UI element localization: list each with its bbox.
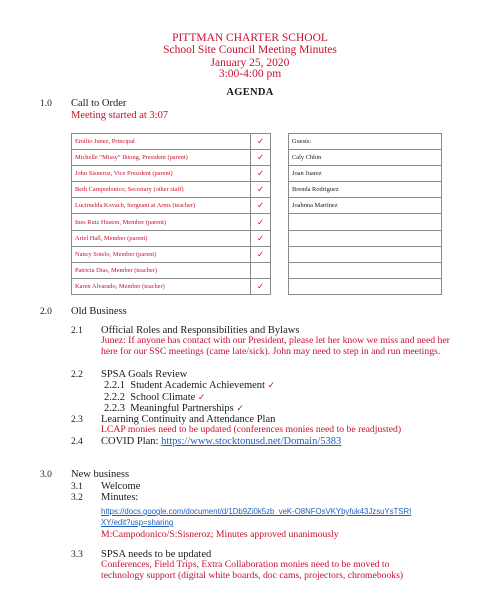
guests-header: Guests: xyxy=(289,134,442,150)
guest-row xyxy=(289,230,442,246)
present-cell xyxy=(251,246,271,262)
check-icon: ✓ xyxy=(256,232,265,243)
attendance-row xyxy=(72,214,271,230)
guest-row xyxy=(289,182,442,198)
guest-row xyxy=(289,166,442,182)
check-icon: ✓ xyxy=(256,184,265,195)
guest-name: Joan Juarez xyxy=(289,166,442,182)
check-icon: ✓ xyxy=(256,152,265,163)
covid-plan-link[interactable]: https://www.stocktonusd.net/Domain/5383 xyxy=(161,436,342,447)
check-icon: ✓ xyxy=(256,216,265,227)
guest-name: Brenda Rodriguez xyxy=(289,182,442,198)
item-number: 2.4 xyxy=(71,437,83,447)
present-cell xyxy=(251,262,271,278)
item-title: SPSA needs to be updated xyxy=(101,549,212,560)
member-name: Nancy Sotelo, Member (parent) xyxy=(72,246,251,262)
item-number: 2.1 xyxy=(71,326,83,336)
lcap-note: LCAP monies need to be updated (conferences monies need to be readjusted) xyxy=(101,424,402,435)
attendance-row xyxy=(72,246,271,262)
attendance-row xyxy=(72,198,271,214)
minutes-link-continued[interactable]: XY/edit?usp=sharing xyxy=(101,518,174,527)
goal-number: 2.2.3 xyxy=(104,403,125,414)
check-icon: ✓ xyxy=(197,392,206,402)
guest-row xyxy=(289,246,442,262)
goal-label: Student Academic Achievement xyxy=(130,380,265,391)
minutes-note: M:Campodonico/S:Sisneroz; Minutes approved unanimously xyxy=(101,529,339,540)
item-number: 2.3 xyxy=(71,415,83,425)
present-cell xyxy=(251,150,271,166)
member-name: Karen Alvarado, Member (teacher) xyxy=(72,278,251,294)
guest-row xyxy=(289,262,442,278)
attendance-row xyxy=(72,182,271,198)
goal-row xyxy=(104,392,205,403)
member-name: Michelle “Missy” Ihiong, President (parent) xyxy=(72,150,251,166)
meeting-time: 3:00-4:00 pm xyxy=(218,68,282,80)
item-title: Official Roles and Responsibilities and Bylaws xyxy=(101,325,300,336)
guest-name xyxy=(289,278,442,294)
minutes-link[interactable]: https://docs.google.com/document/d/1Db9Zi0k5zb_veK-O8NFOsVKYbyfuk43JzsuYsTSRI xyxy=(101,507,412,516)
guest-row xyxy=(289,150,442,166)
check-icon: ✓ xyxy=(267,380,276,390)
present-cell xyxy=(251,214,271,230)
section-title: Call to Order xyxy=(71,98,127,109)
item-number: 3.3 xyxy=(71,550,83,560)
covid-plan-row xyxy=(101,436,341,447)
item-number: 3.2 xyxy=(71,493,83,503)
agenda-title: AGENDA xyxy=(226,87,274,98)
goal-number: 2.2.2 xyxy=(104,392,125,403)
attendance-table xyxy=(71,133,271,295)
item-number: 3.1 xyxy=(71,482,83,492)
attendance-row xyxy=(72,150,271,166)
present-cell xyxy=(251,230,271,246)
attendance-row xyxy=(72,278,271,294)
check-icon: ✓ xyxy=(256,248,265,259)
attendance-row xyxy=(72,230,271,246)
present-cell xyxy=(251,134,271,150)
item-number: 2.2 xyxy=(71,370,83,380)
present-cell xyxy=(251,166,271,182)
guest-name xyxy=(289,230,442,246)
member-name: Lucimelda Kovach, Sergeant at Arms (teacher) xyxy=(72,198,251,214)
meeting-date: January 25, 2020 xyxy=(210,57,290,69)
guest-row xyxy=(289,198,442,214)
item-title: Minutes: xyxy=(101,492,139,503)
guest-row xyxy=(289,134,442,150)
check-icon: ✓ xyxy=(256,280,265,291)
present-cell xyxy=(251,198,271,214)
member-name: Ariel Hall, Member (parent) xyxy=(72,230,251,246)
goal-row xyxy=(104,380,275,391)
section-number: 1.0 xyxy=(40,99,52,109)
guest-name xyxy=(289,262,442,278)
section-title: New business xyxy=(71,469,130,480)
section-number: 2.0 xyxy=(40,307,52,317)
section-title: Old Business xyxy=(71,306,127,317)
goal-label: School Climate xyxy=(130,392,196,403)
section-number: 3.0 xyxy=(40,470,52,480)
present-cell xyxy=(251,182,271,198)
check-icon: ✓ xyxy=(256,200,265,211)
present-cell xyxy=(251,278,271,294)
meeting-title: School Site Council Meeting Minutes xyxy=(163,44,337,56)
member-name: Ines Ruiz Huston, Member (parent) xyxy=(72,214,251,230)
attendance-row xyxy=(72,166,271,182)
item-title: SPSA Goals Review xyxy=(101,369,188,380)
guest-name: Joahnna Martinez xyxy=(289,198,442,214)
guest-row xyxy=(289,278,442,294)
goal-row xyxy=(104,403,244,414)
goal-label: Meaningful Partnerships xyxy=(130,403,234,414)
guest-row xyxy=(289,214,442,230)
guests-table xyxy=(288,133,442,295)
member-name: Beth Campodonico, Secretary (other staff) xyxy=(72,182,251,198)
check-icon: ✓ xyxy=(256,136,265,147)
call-to-order-note: Meeting started at 3:07 xyxy=(71,110,169,121)
school-name: PITTMAN CHARTER SCHOOL xyxy=(172,32,328,44)
member-name: Patricia Dias, Member (teacher) xyxy=(72,262,251,278)
attendance-row xyxy=(72,262,271,278)
spsa-note-line1: Conferences, Field Trips, Extra Collaboration monies need to be moved to xyxy=(101,559,390,570)
guest-name: Caly Chhin xyxy=(289,150,442,166)
guest-name xyxy=(289,246,442,262)
attendance-row xyxy=(72,134,271,150)
guest-name xyxy=(289,214,442,230)
member-name: Emilio Junez, Principal xyxy=(72,134,251,150)
check-icon: ✓ xyxy=(256,168,265,179)
spsa-note-line2: technology support (digital white boards, doc cams, projectors, chromebooks) xyxy=(101,570,404,581)
item-title: Welcome xyxy=(101,481,141,492)
member-name: John Sisneroz, Vice President (parent) xyxy=(72,166,251,182)
covid-plan-label: COVID Plan: xyxy=(101,436,159,447)
check-icon: ✓ xyxy=(236,403,244,413)
roles-note: Junez: If anyone has contact with our President, please let her know we miss and need her here for our SSC meetings (came late/sick). John may need to step in and run meetings. xyxy=(101,335,450,357)
goal-number: 2.2.1 xyxy=(104,380,125,391)
item-title: Learning Continuity and Attendance Plan xyxy=(101,414,276,425)
